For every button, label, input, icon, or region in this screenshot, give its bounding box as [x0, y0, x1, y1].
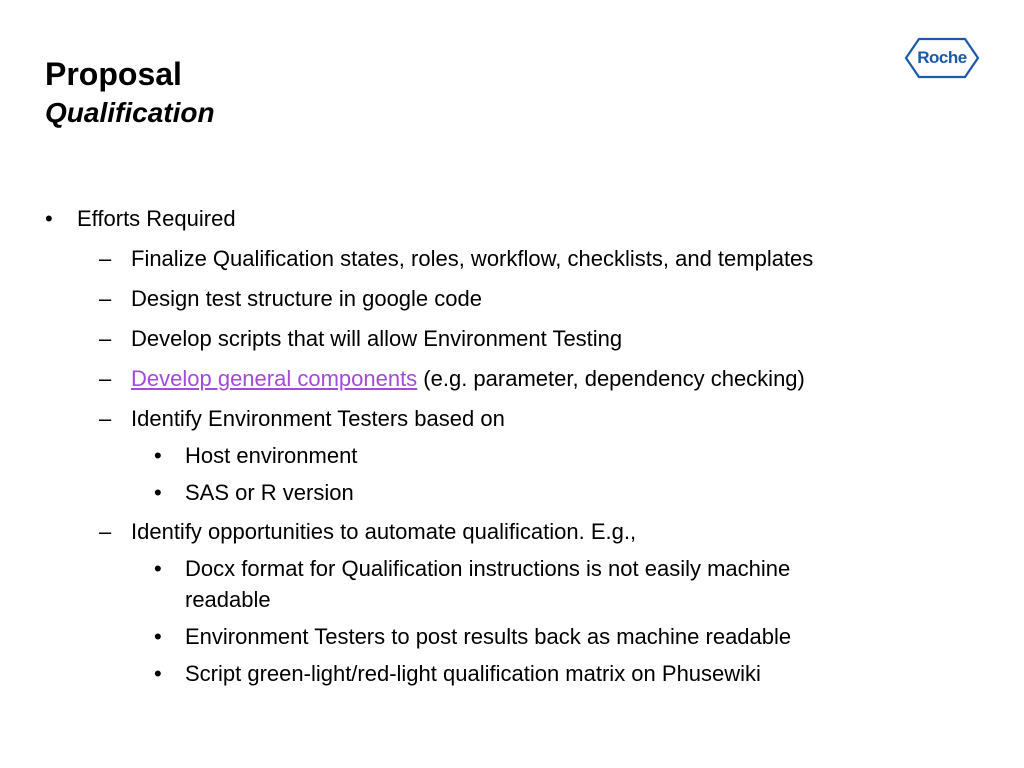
page-subtitle: Qualification	[45, 97, 215, 128]
bullet-text: readable	[185, 587, 271, 612]
bullet-text: Design test structure in google code	[131, 286, 482, 311]
bullet-text: Develop scripts that will allow Environment Testing	[131, 326, 623, 351]
bullet-text: Host environment	[185, 443, 358, 468]
dash-marker: –	[99, 519, 112, 544]
bullet-marker: •	[154, 443, 162, 468]
bullet-marker: •	[45, 206, 53, 231]
bullet-text: (e.g. parameter, dependency checking)	[417, 366, 805, 391]
dash-marker: –	[99, 246, 112, 271]
bullet-marker: •	[154, 661, 162, 686]
bullet-text: Identify opportunities to automate qualification. E.g.,	[131, 519, 637, 544]
bullet-text-container	[131, 366, 805, 392]
bullet-text: Docx format for Qualification instructions is not easily machine	[185, 556, 791, 581]
bullet-text: Efforts Required	[77, 206, 236, 231]
bullet-text: Environment Testers to post results back as machine readable	[185, 624, 792, 649]
logo-text: Roche	[917, 48, 967, 67]
bullet-text: Script green-light/red-light qualification matrix on Phusewiki	[185, 661, 761, 686]
bullet-marker: •	[154, 556, 162, 581]
bullet-text: SAS or R version	[185, 480, 354, 505]
bullet-text: Finalize Qualification states, roles, workflow, checklists, and templates	[131, 246, 814, 271]
develop-general-components-link[interactable]: Develop general components	[131, 366, 418, 391]
bullet-text: Identify Environment Testers based on	[131, 406, 505, 431]
page-title: Proposal	[45, 56, 182, 92]
dash-marker: –	[99, 326, 112, 351]
dash-marker: –	[99, 406, 112, 431]
bullet-marker: •	[154, 480, 162, 505]
dash-marker: –	[99, 286, 112, 311]
dash-marker: –	[99, 366, 112, 391]
bullet-marker: •	[154, 624, 162, 649]
